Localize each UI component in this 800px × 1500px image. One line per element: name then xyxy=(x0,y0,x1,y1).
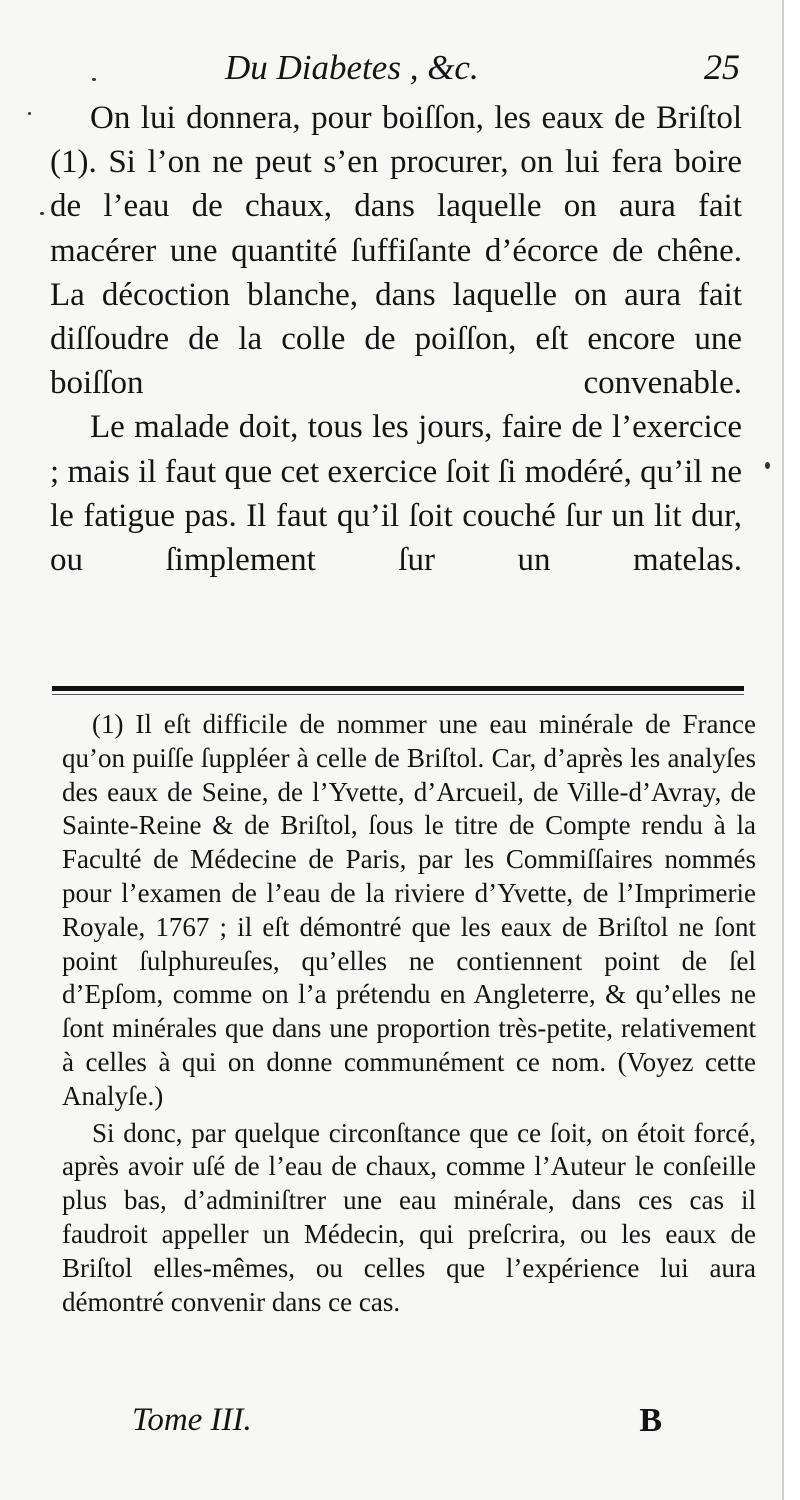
running-head-title: Du Diabetes , &c. xyxy=(225,48,479,87)
signature-mark: B xyxy=(639,1402,662,1439)
running-head xyxy=(50,48,740,92)
body-paragraph: Le malade doit, tous les jours, faire de l’exercice ; mais il faut que cet exercice ſoit ſi modéré, qu’il ne le fatigue pas. Il faut qu’il ſoit couché ſur un lit dur, ou ſimplement ſur un matelas. xyxy=(50,409,742,579)
ink-speck xyxy=(40,212,44,215)
page-number: 25 xyxy=(704,47,740,87)
right-margin xyxy=(784,0,800,1500)
footnote-paragraph: Si donc, par quelque circonſtance que ce ſoit, on étoit forcé, après avoir uſé de l’eau de chaux, comme l’Auteur le conſeille plus bas, d’adminiſtrer une eau minérale, dans ces cas il faudroit appeller un Médecin, qui preſcrira, ou les eaux de Briſtol elles-mêmes, ou celles que l’expérience lui aura démontré convenir dans ce cas. xyxy=(62,1117,756,1317)
volume-label: Tome III. xyxy=(132,1402,252,1438)
signature-line xyxy=(132,1402,662,1448)
main-text xyxy=(50,96,742,582)
body-paragraph: On lui donnera, pour boiſſon, les eaux de Briſtol (1). Si l’on ne peut s’en procurer, on lui fera boire de l’eau de chaux, dans laquelle on aura fait macérer une quantité ſuffiſante d’écorce de chêne. La décoction blanche, dans laquelle on aura fait diſſoudre de la colle de poiſſon, eſt encore une boiſſon convenable. xyxy=(50,100,742,402)
ink-speck xyxy=(92,78,96,81)
footnote-separator-rule xyxy=(52,686,744,691)
footnote-paragraph: (1) Il eſt difficile de nommer une eau minérale de France qu’on puiſſe ſuppléer à celle de Briſtol. Car, d’après les analyſes des eaux de Seine, de l’Yvette, d’Arcueil, de Ville-d’Avray, de Sainte-Reine & de Briſtol, ſous le titre de Compte rendu à la Faculté de Médecine de Paris, par les Commiſſaires nommés pour l’examen de l’eau de la riviere d’Yvette, de l’Imprimerie Royale, 1767 ; il eſt démontré que les eaux de Briſtol ne ſont point ſulphureuſes, qu’elles ne contiennent point de ſel d’Epſom, comme on l’a prétendu en Angleterre, & qu’elles ne ſont minérales que dans une proportion très-petite, relativement à celles à qui on donne communément ce nom. (Voyez cette Analyſe.) xyxy=(62,709,756,1111)
footnotes xyxy=(62,708,756,1319)
ink-speck xyxy=(28,112,31,115)
ink-speck xyxy=(765,462,770,469)
